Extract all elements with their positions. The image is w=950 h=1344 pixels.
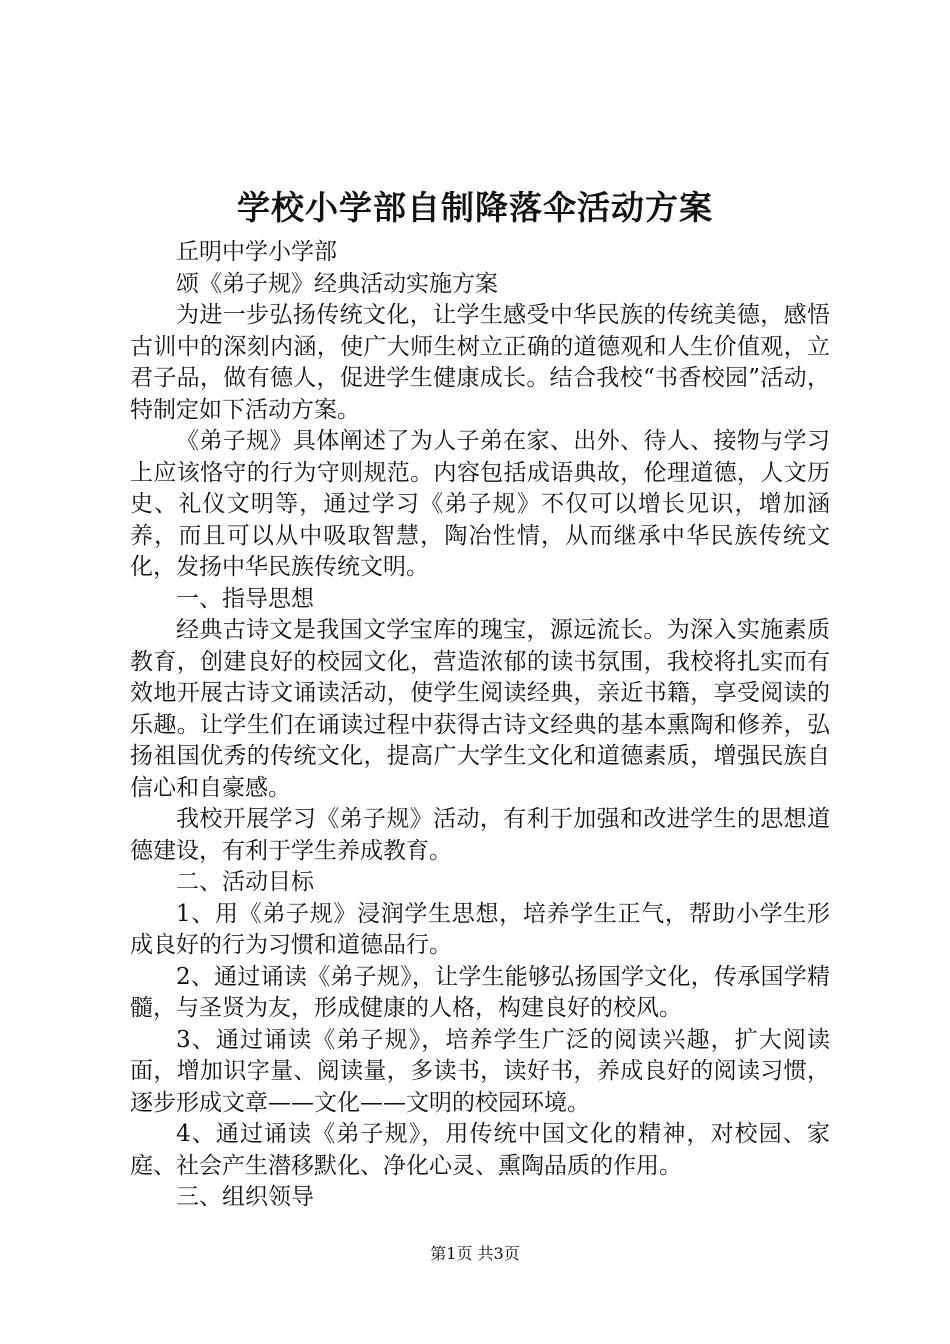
section-heading-guiding-thought: 一、指导思想 xyxy=(176,585,314,612)
paragraph-plan-name: 颂《弟子规》经典活动实施方案 xyxy=(176,270,498,297)
paragraph-goal-1: 1、用《弟子规》浸润学生思想，培养学生正气，帮助小学生形成良好的行为习惯和道德品行。 xyxy=(130,900,830,958)
page-number: 第1页 共3页 xyxy=(430,1244,520,1263)
document-body xyxy=(130,237,830,1214)
paragraph-dizigui-description: 《弟子规》具体阐述了为人子弟在家、出外、待人、接物与学习上应该恪守的行为守则规范。内容包括成语典故，伦理道德，人文历史、礼仪文明等，通过学习《弟子规》不仅可以增长见识，增加涵养，而且可以从中吸取智慧，陶冶性情，从而继承中华民族传统文化，发扬中华民族传统文明。 xyxy=(130,428,830,580)
paragraph-school: 丘明中学小学部 xyxy=(176,239,337,265)
document-title: 学校小学部自制降落伞活动方案 xyxy=(237,188,713,227)
paragraph-goal-3: 3、通过诵读《弟子规》，培养学生广泛的阅读兴趣，扩大阅读面，增加识字量、阅读量，多读书，读好书，养成良好的阅读习惯，逐步形成文章——文化——文明的校园环境。 xyxy=(130,1026,830,1116)
section-heading-organization: 三、组织领导 xyxy=(176,1184,314,1210)
paragraph-goal-2: 2、通过诵读《弟子规》，让学生能够弘扬国学文化，传承国学精髓，与圣贤为友，形成健康的人格，构建良好的校风。 xyxy=(130,963,830,1021)
section-heading-activity-goals: 二、活动目标 xyxy=(176,869,314,895)
paragraph-intro: 为进一步弘扬传统文化，让学生感受中华民族的传统美德，感悟古训中的深刻内涵，使广大师生树立正确的道德观和人生价值观，立君子品，做有德人，促进学生健康成长。结合我校“书香校园”活动，特制定如下活动方案。 xyxy=(130,302,830,423)
paragraph-goal-4: 4、通过诵读《弟子规》，用传统中国文化的精神，对校园、家庭、社会产生潜移默化、净化心灵、熏陶品质的作用。 xyxy=(130,1121,830,1179)
paragraph-activity-benefit: 我校开展学习《弟子规》活动，有利于加强和改进学生的思想道德建设，有利于学生养成教育。 xyxy=(130,806,830,864)
paragraph-guiding-thought: 经典古诗文是我国文学宝库的瑰宝，源远流长。为深入实施素质教育，创建良好的校园文化，营造浓郁的读书氛围，我校将扎实而有效地开展古诗文诵读活动，使学生阅读经典，亲近书籍，享受阅读的乐趣。让学生们在诵读过程中获得古诗文经典的基本熏陶和修养，弘扬祖国优秀的传统文化，提高广大学生文化和道德素质，增强民族自信心和自豪感。 xyxy=(130,617,830,801)
